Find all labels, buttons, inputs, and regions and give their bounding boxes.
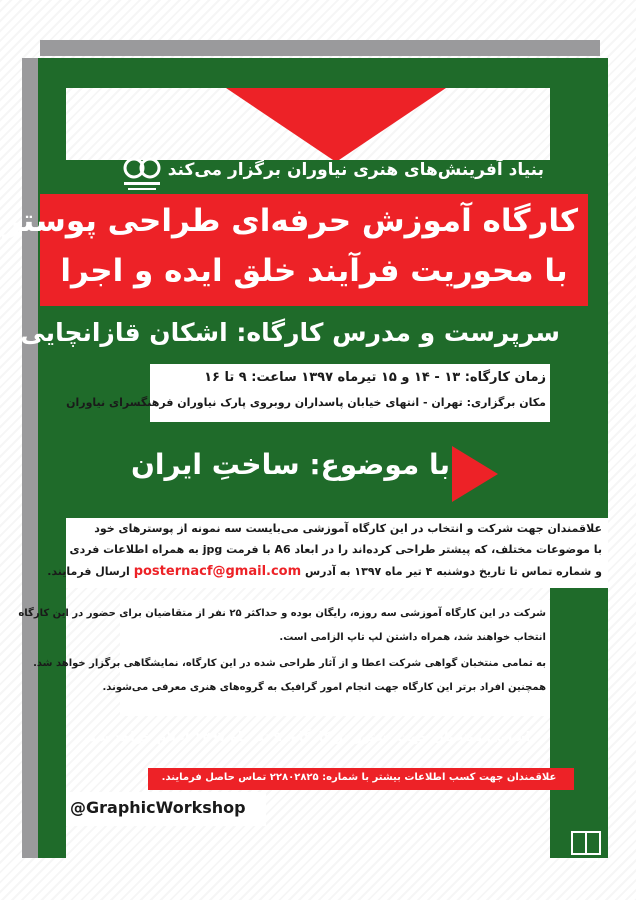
left-green-band (38, 58, 66, 858)
topic-line: با موضوع: ساختِ ایران (131, 448, 450, 481)
top-green-panel (66, 58, 550, 88)
info-line-4: همچنین افراد برتر این کارگاه جهت انجام امور گرافیک به گروه‌های هنری معرفی می‌شوند. (102, 682, 546, 693)
application-line-3 (47, 564, 602, 579)
organizer-line: بنیاد آفرینش‌های هنری نیاوران برگزار می‌کند (167, 160, 544, 180)
time-line: زمان کارگاه: ۱۳ - ۱۴ و ۱۵ تیرماه ۱۳۹۷ ساعت: ۹ تا ۱۶ (204, 370, 546, 385)
topic-red-flag (452, 446, 498, 502)
email-link[interactable]: posternacf@gmail.com (133, 564, 302, 579)
logo-icon (120, 154, 164, 194)
application-line-3-end: ارسال فرمایند. (47, 565, 130, 578)
info-line-2: انتخاب خواهند شد، همراه داشتن لپ تاپ الزامی است. (279, 632, 546, 643)
announcement-line: اسامی منتخبان جهت حضور در کارگاه، ۹ تیرماه ۱۳۹۷ اعلام خواهد شد. (83, 730, 531, 745)
theater-logo-icon (568, 826, 604, 866)
venue-line: مکان برگزاری: تهران - انتهای خیابان پاسداران روبروی پارک نیاوران فرهنگسرای نیاوران (66, 396, 546, 409)
title-line-1: کارگاه آموزش حرفه‌ای طراحی پوستر (3, 203, 578, 239)
info-line-1: شرکت در این کارگاه آموزشی سه روزه، رایگان بوده و حداکثر ۲۵ نفر از متقاضیان برای حضور در این کارگاه (18, 608, 546, 619)
application-line-3-text: و شماره تماس تا تاریخ دوشنبه ۴ تیر ماه ۱۳۹۷ به آدرس (305, 565, 602, 578)
top-red-triangle (226, 88, 446, 162)
frame-top-bar (40, 40, 600, 56)
niavaran-logo (120, 154, 164, 194)
instructor-line: سرپرست و مدرس کارگاه: اشکان قازانچایی (20, 318, 560, 347)
contact-line: علاقمندان جهت کسب اطلاعات بیشتر با شماره: ۲۲۸۰۲۸۲۵ تماس حاصل فرمایند. (161, 772, 557, 783)
title-line-2: با محوریت فرآیند خلق ایده و اجرا (60, 253, 568, 289)
application-line-1: علاقمندان جهت شرکت و انتخاب در این کارگاه آموزشی می‌بایست سه نمونه از پوسترهای خود (94, 522, 602, 535)
handle-text[interactable]: @GraphicWorkshop (70, 798, 246, 817)
frame-left-bar (22, 58, 38, 858)
bottom-logo (568, 826, 604, 866)
application-line-2: با موضوعات مختلف، که پیشتر طراحی کرده‌اند را در ابعاد A6 با فرمت jpg به همراه اطلاعات فردی (69, 543, 602, 556)
info-line-3: به تمامی منتخبان گواهی شرکت اعطا و از آثار طراحی شده در این کارگاه، نمایشگاهی برگزار خواهد شد. (33, 658, 546, 669)
